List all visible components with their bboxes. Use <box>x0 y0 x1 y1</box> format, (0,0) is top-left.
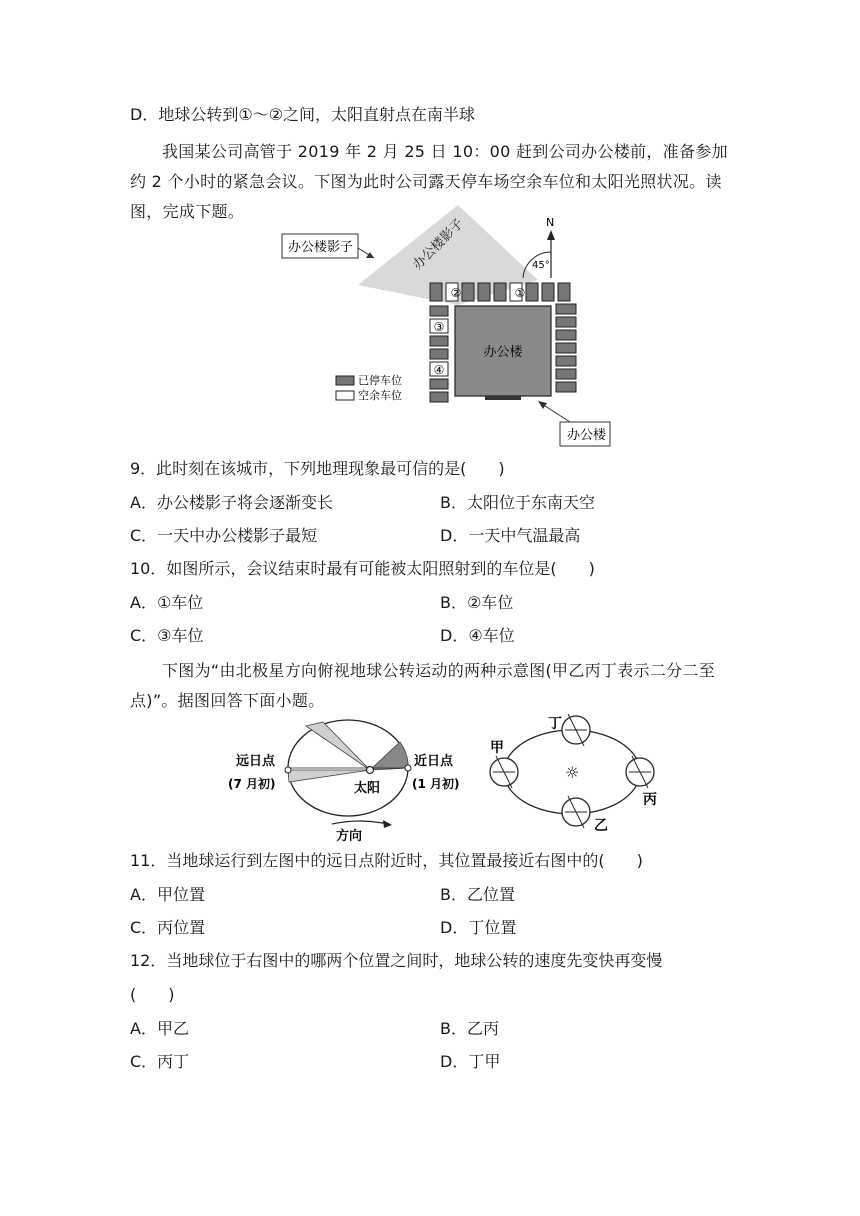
q10-option-d[interactable]: D．④车位 <box>440 626 515 645</box>
q11-option-d[interactable]: D．丁位置 <box>440 918 517 937</box>
sun-point <box>367 767 374 774</box>
label-bing: 丙 <box>643 792 657 808</box>
perihelion-time: (1 月初) <box>412 777 460 791</box>
north-label: N <box>546 216 555 229</box>
direction-label: 方向 <box>336 829 363 844</box>
spot-4-label: ④ <box>433 363 445 377</box>
angle-label: 45° <box>532 260 550 271</box>
legend-empty-swatch <box>336 391 354 400</box>
label-ding: 丁 <box>548 716 562 732</box>
building-callout: 办公楼 <box>567 428 607 443</box>
parking-lot-figure <box>270 200 630 450</box>
passage-2: 下图为“由北极星方向俯视地球公转运动的两种示意图(甲乙丙丁表示二分二至点)”。据图回答下面小题。 <box>130 661 716 710</box>
spot-3-label: ③ <box>433 320 445 334</box>
q12-stem-blank: ( ) <box>130 985 175 1004</box>
q12-option-a[interactable]: A．甲乙 <box>130 1019 189 1038</box>
sun-symbol: ☼ <box>565 763 580 782</box>
aphelion-time: (7 月初) <box>228 777 276 791</box>
q9-option-c[interactable]: C．一天中办公楼影子最短 <box>130 526 318 545</box>
building-label: 办公楼 <box>483 345 523 360</box>
q12-option-d[interactable]: D．丁甲 <box>440 1052 501 1071</box>
passage-1: 我国某公司高管于 2019 年 2 月 25 日 10：00 赶到公司办公楼前，准备参加约 2 个小时的紧急会议。下图为此时公司露天停车场空余车位和太阳光照状况。读图，完成下题。 <box>130 142 728 221</box>
earth-yi <box>562 796 590 828</box>
prev-option-d: D．地球公转到①～②之间，太阳直射点在南半球 <box>130 105 476 124</box>
q10-option-b[interactable]: B．②车位 <box>440 593 514 612</box>
aphelion-label: 远日点 <box>236 754 276 769</box>
q10-option-a[interactable]: A．①车位 <box>130 593 204 612</box>
sun-label: 太阳 <box>354 781 381 796</box>
spot-1-label: ① <box>514 286 526 300</box>
shadow-label: 办公楼影子 <box>410 216 467 273</box>
legend-parked-swatch <box>336 376 354 385</box>
q11-option-c[interactable]: C．丙位置 <box>130 918 206 937</box>
legend-parked: 已停车位 <box>358 374 402 387</box>
q11-option-a[interactable]: A．甲位置 <box>130 885 205 904</box>
perihelion-point <box>405 765 411 771</box>
legend-empty: 空余车位 <box>358 389 402 402</box>
direction-arrow <box>332 821 388 824</box>
q12-stem: 12．当地球位于右图中的哪两个位置之间时，地球公转的速度先变快再变慢 <box>130 951 663 970</box>
earth-jia <box>490 756 518 788</box>
earth-ding <box>562 714 590 746</box>
q9-option-d[interactable]: D．一天中气温最高 <box>440 526 581 545</box>
q10-option-c[interactable]: C．③车位 <box>130 626 204 645</box>
q9-option-b[interactable]: B．太阳位于东南天空 <box>440 493 595 512</box>
q11-stem: 11．当地球运行到左图中的远日点附近时，其位置最接近右图中的( ) <box>130 851 643 870</box>
label-yi: 乙 <box>594 818 608 834</box>
label-jia: 甲 <box>490 740 504 756</box>
spot-2-label: ② <box>450 286 462 300</box>
q9-stem: 9．此时刻在该城市，下列地理现象最可信的是( ) <box>130 459 505 478</box>
q9-option-a[interactable]: A．办公楼影子将会逐渐变长 <box>130 493 333 512</box>
right-column-spots <box>556 304 576 392</box>
q12-option-b[interactable]: B．乙丙 <box>440 1019 499 1038</box>
q10-stem: 10．如图所示，会议结束时最有可能被太阳照射到的车位是( ) <box>130 559 595 578</box>
earth-bing <box>626 756 654 788</box>
aphelion-point <box>285 767 291 773</box>
q12-option-c[interactable]: C．丙丁 <box>130 1052 190 1071</box>
shadow-callout: 办公楼影子 <box>288 240 354 255</box>
perihelion-label: 近日点 <box>414 754 454 769</box>
q11-option-b[interactable]: B．乙位置 <box>440 885 515 904</box>
orbit-figure <box>220 712 670 852</box>
